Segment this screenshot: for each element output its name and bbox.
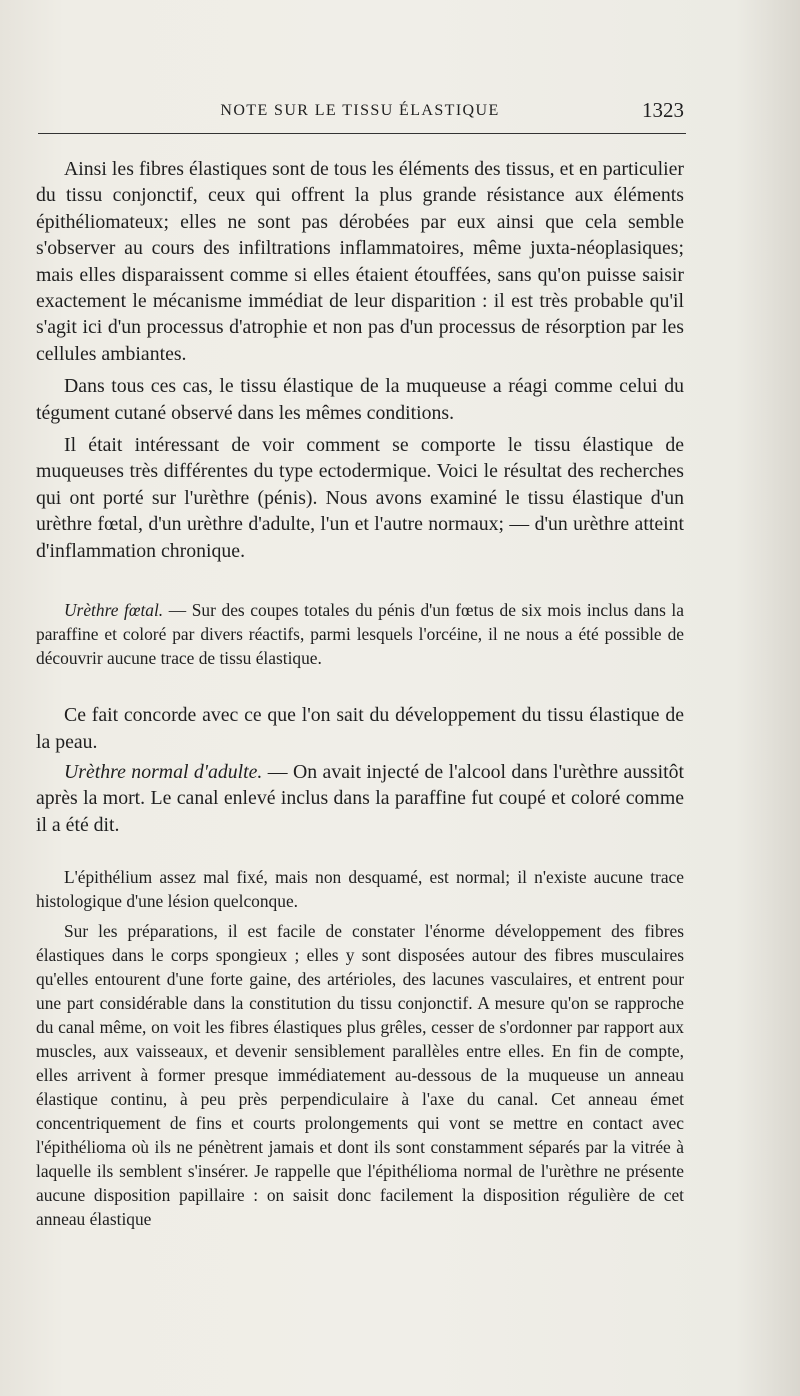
paragraph: L'épithélium assez mal fixé, mais non desquamé, est normal; il n'existe aucune trace histologique d'une lésion quelconque.: [36, 867, 684, 912]
section-heading-adulte: Urèthre normal d'adulte.: [64, 760, 263, 783]
paragraph-text: — On avait injecté de l'alcool dans l'urèthre aussitôt après la mort. Le canal enlevé inclus dans la paraffine fut coupé et coloré comme il a été dit.: [36, 760, 684, 836]
paragraph: Dans tous ces cas, le tissu élastique de la muqueuse a réagi comme celui du tégument cutané observé dans les mêmes conditions.: [36, 375, 684, 424]
section-heading-foetal: Urèthre fœtal.: [64, 600, 164, 621]
page-number: 1323: [642, 98, 684, 122]
paragraph: Ce fait concorde avec ce que l'on sait du développement du tissu élastique de la peau.: [36, 704, 684, 753]
header-rule: [38, 133, 686, 134]
paragraph: Sur les préparations, il est facile de constater l'énorme développement des fibres élastiques dans le corps spongieux ; elles y sont disposées autour des fibres musculaires qu'elles entourent d'une forte gaine, des artérioles, des lacunes vasculaires, et entrent pour une part considérable dans la constitution du tissu conjonctif. A mesure qu'on se rapproche du canal même, on voit les fibres élastiques plus grêles, cesser de s'ordonner par rapport aux muscles, aux vaisseaux, et devenir sensiblement parallèles entre elles. En fin de compte, elles arrivent à former presque immédiatement au-dessous de la muqueuse un anneau élastique continu, à peu près perpendiculaire à l'axe du canal. Cet anneau émet concentriquement de fins et courts prolongements qui vont se mettre en contact avec l'épithélioma où ils ne pénètrent jamais et dont ils sont constamment séparés par la vitrée à laquelle ils semblent s'insérer. Je rappelle que l'épithélioma normal de l'urèthre ne présente aucune disposition papillaire : on saisit donc facilement la disposition régulière de cet anneau élastique: [36, 921, 684, 1230]
page-header: [36, 96, 684, 126]
paragraph-adulte: [36, 759, 684, 838]
running-title: NOTE SUR LE TISSU ÉLASTIQUE: [220, 102, 500, 119]
paragraph: Il était intéressant de voir comment se comporte le tissu élastique de muqueuses très différentes du type ectodermique. Voici le résultat des recherches qui ont porté sur l'urèthre (pénis). Nous avons examiné le tissu élastique d'un urèthre fœtal, d'un urèthre d'adulte, l'un et l'autre normaux; — d'un urèthre atteint d'inflammation chronique.: [36, 434, 684, 562]
paragraph: Ainsi les fibres élastiques sont de tous les éléments des tissus, et en particulier du tissu conjonctif, ceux qui offrent la plus grande résistance aux éléments épithéliomateux; elles ne sont pas dérobées par eux ainsi que cela semble s'observer au cours des infiltrations inflammatoires, même juxta-néoplasiques; mais elles disparaissent comme si elles étaient étouffées, sans qu'on puisse saisir exactement le mécanisme immédiat de leur disparition : il est très probable qu'il s'agit ici d'un processus d'atrophie et non pas d'un processus de résorption par les cellules ambiantes.: [36, 158, 684, 365]
paragraph-text: — Sur des coupes totales du pénis d'un fœtus de six mois inclus dans la paraffine et coloré par divers réactifs, parmi lesquels l'orcéine, il ne nous a été possible de découvrir aucune trace de tissu élastique.: [36, 600, 684, 669]
paragraph-foetal: [36, 598, 684, 670]
body-text: [36, 156, 684, 1231]
